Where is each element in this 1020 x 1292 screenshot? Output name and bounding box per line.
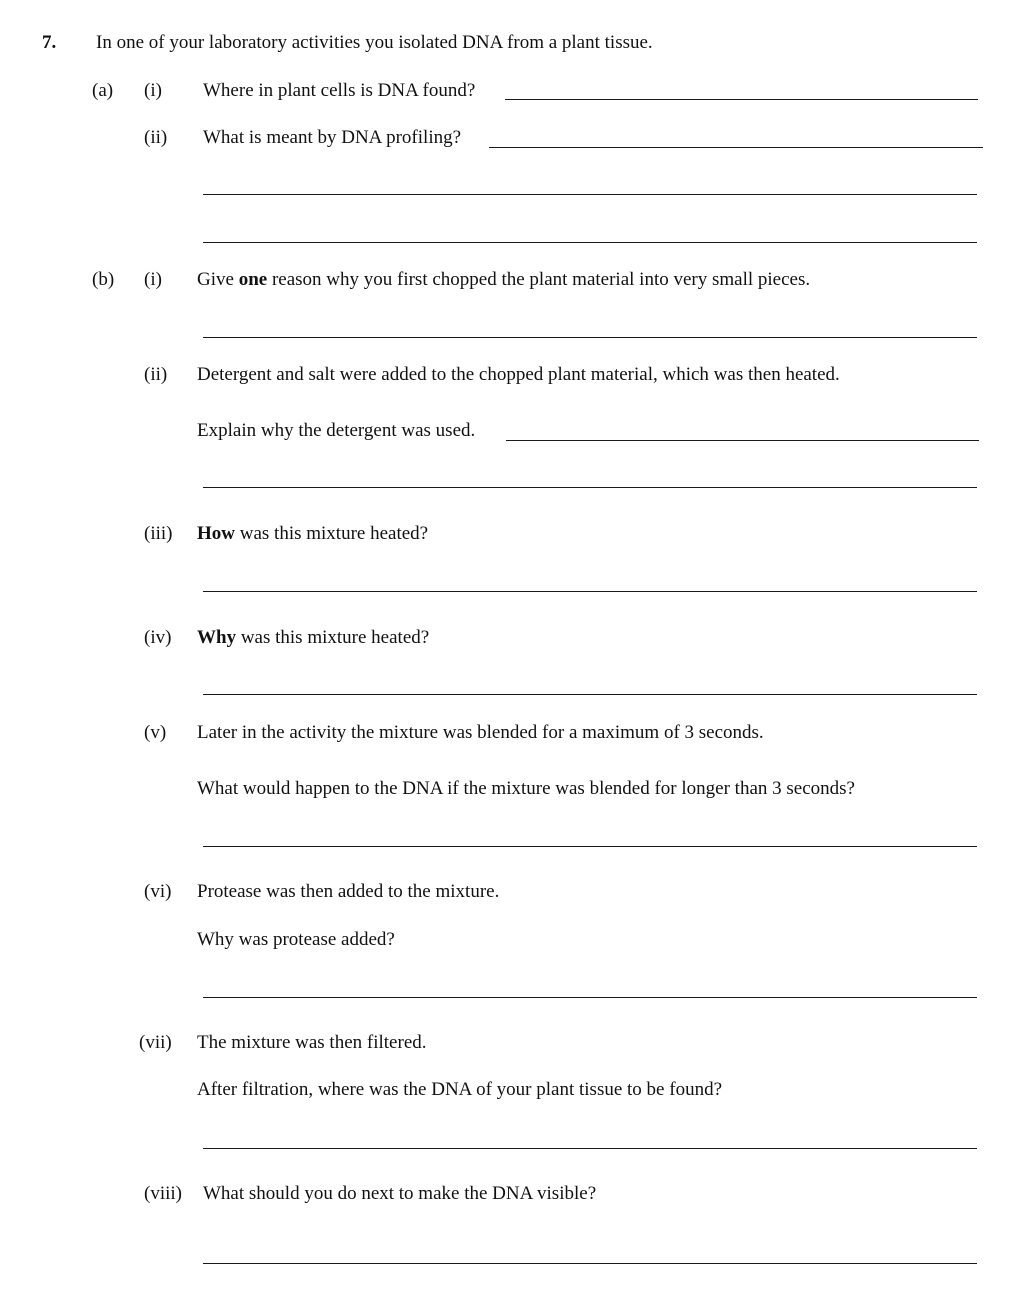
part-b-ii-statement: Detergent and salt were added to the chopped plant material, which was then heated. (197, 364, 840, 385)
part-b-ii-question: Explain why the detergent was used. (197, 420, 476, 441)
answer-line-a-ii-3[interactable] (203, 242, 977, 243)
answer-line-b-vii[interactable] (203, 1148, 977, 1149)
part-b-i-label: (i) (144, 269, 162, 290)
part-b-iv-label: (iv) (144, 627, 172, 648)
part-b-vi-label: (vi) (144, 881, 172, 902)
part-b-vii-label: (vii) (139, 1032, 172, 1053)
part-a-i-label: (i) (144, 80, 162, 101)
part-b-v-label: (v) (144, 722, 167, 743)
answer-line-b-iii[interactable] (203, 591, 977, 592)
part-b-v-question: What would happen to the DNA if the mixture was blended for longer than 3 seconds? (197, 778, 855, 799)
part-b-label: (b) (92, 269, 115, 290)
part-b-viii-label: (viii) (144, 1183, 182, 1204)
part-b-vii-statement: The mixture was then filtered. (197, 1032, 427, 1053)
question-intro: In one of your laboratory activities you isolated DNA from a plant tissue. (96, 32, 653, 53)
answer-line-a-i[interactable] (505, 99, 978, 100)
part-b-iii-label: (iii) (144, 523, 173, 544)
part-b-ii-label: (ii) (144, 364, 168, 385)
answer-line-b-viii[interactable] (203, 1263, 977, 1264)
answer-line-b-vi[interactable] (203, 997, 977, 998)
answer-line-a-ii-2[interactable] (203, 194, 977, 195)
part-a-ii-label: (ii) (144, 127, 168, 148)
answer-line-a-ii-1[interactable] (489, 147, 983, 148)
answer-line-b-iv[interactable] (203, 694, 977, 695)
part-b-vi-statement: Protease was then added to the mixture. (197, 881, 500, 902)
part-a-i-question: Where in plant cells is DNA found? (203, 80, 476, 101)
part-a-label: (a) (92, 80, 114, 101)
answer-line-b-ii-1[interactable] (506, 440, 979, 441)
part-b-viii-question: What should you do next to make the DNA visible? (203, 1183, 597, 1204)
answer-line-b-i[interactable] (203, 337, 977, 338)
part-b-vi-question: Why was protease added? (197, 929, 395, 950)
part-b-iii-question: How was this mixture heated? (197, 523, 429, 544)
question-number: 7. (42, 32, 57, 53)
part-b-iv-question: Why was this mixture heated? (197, 627, 430, 648)
part-b-vii-question: After filtration, where was the DNA of your plant tissue to be found? (197, 1079, 723, 1100)
part-b-i-question: Give one reason why you first chopped the plant material into very small pieces. (197, 269, 811, 290)
answer-line-b-v[interactable] (203, 846, 977, 847)
answer-line-b-ii-2[interactable] (203, 487, 977, 488)
part-b-v-statement: Later in the activity the mixture was blended for a maximum of 3 seconds. (197, 722, 764, 743)
part-a-ii-question: What is meant by DNA profiling? (203, 127, 462, 148)
